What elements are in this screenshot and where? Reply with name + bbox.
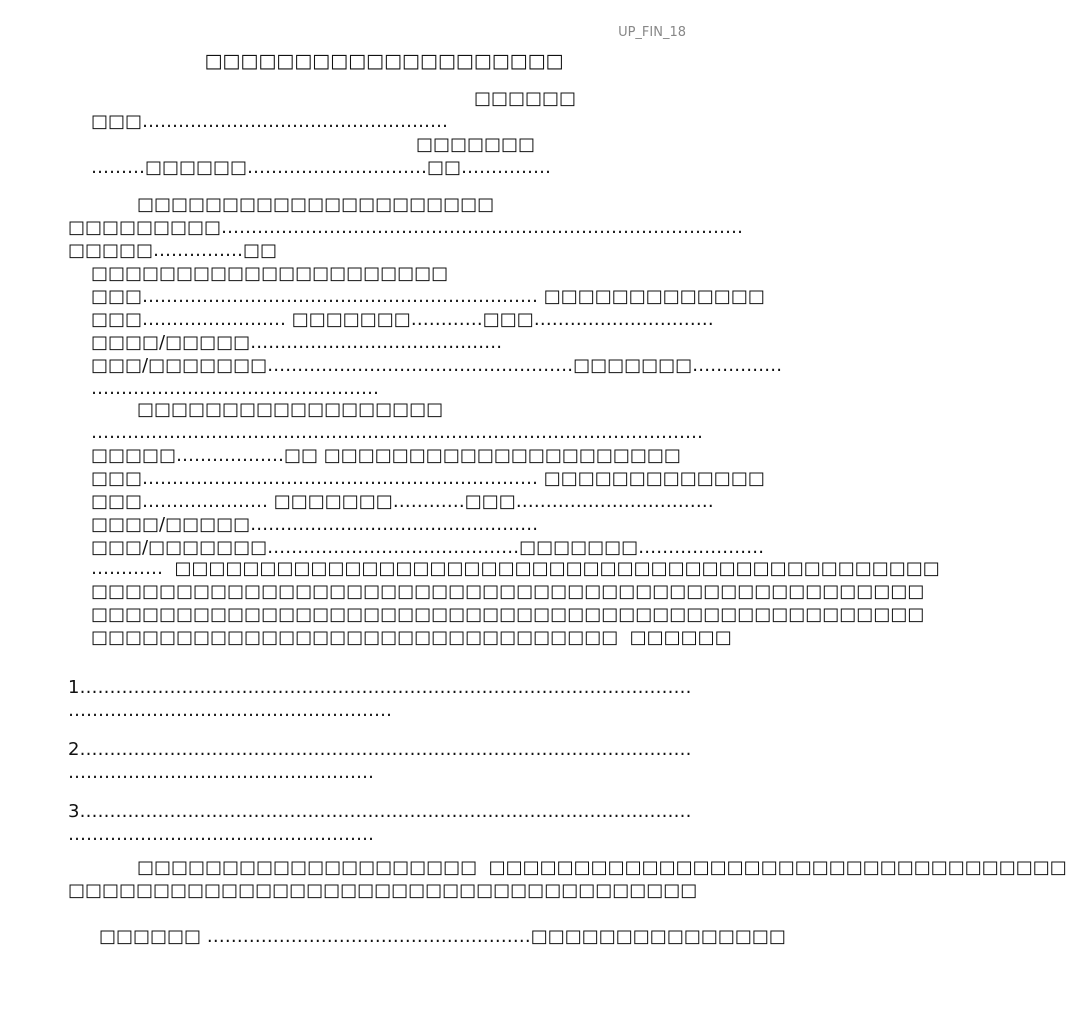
header-line: □□□□□□□ xyxy=(416,134,536,155)
header-line: □□□□□□ xyxy=(474,88,577,109)
fill-line: □□□………………………………………………………… □□□□□□□□□□□□□ xyxy=(91,286,765,307)
paragraph-line: □□□□□□□□□□□□□□□□□□□□□ xyxy=(137,194,495,215)
recipient-line: □□□…………………………………………… xyxy=(91,111,449,132)
fill-line: ………………………………………………………………………………………… xyxy=(91,422,703,443)
fill-line: □□□…………………… □□□□□□□…………□□□………………………… xyxy=(91,309,714,330)
fill-line: □□□………………… □□□□□□□…………□□□…………………………… xyxy=(91,491,714,512)
closing-paragraph: □□□□□□□□□□□□□□□□□□□□ □□□□□□□□□□□□□□□□□□□□□□□□□□□□□□□□□□ xyxy=(137,857,1067,878)
signature-line: □□□□□□ ………………………………………………□□□□□□□□□□□□□□□ xyxy=(99,926,786,947)
numbered-item-1-cont: ……………………………………………… xyxy=(68,700,392,721)
fill-line: □□□/□□□□□□□……………………………………□□□□□□□………………… xyxy=(91,537,765,558)
paragraph-line: □□□□□□□□□□□□□□□□□□□□□ xyxy=(91,263,449,284)
fill-line: □□□/□□□□□□□……………………………………………□□□□□□□…………… xyxy=(91,355,783,376)
date-line: ………□□□□□□…………………………□□…………… xyxy=(91,157,552,178)
closing-paragraph: □□□□□□□□□□□□□□□□□□□□□□□□□□□□□□□□□□□□□ xyxy=(68,880,698,901)
paragraph-line: □□□□□□□□□□□□□□□□□□□□□□□□□□□□□□□□□□□□□□□□□□□□□□□□□ xyxy=(91,604,925,625)
paragraph-line: ………… □□□□□□□□□□□□□□□□□□□□□□□□□□□□□□□□□□□□□□□□□□□□□ xyxy=(91,558,940,579)
fill-line: □□□□□□□□□…………………………………………………………………………… xyxy=(68,217,744,238)
fill-line: □□□………………………………………………………… □□□□□□□□□□□□□ xyxy=(91,468,765,489)
numbered-item-2: 2………………………………………………………………………………………… xyxy=(68,739,692,760)
fill-line: □□□□/□□□□□………………………………………… xyxy=(91,514,539,535)
paragraph-line: □□□□□□□□□□□□□□□□□□□□□□□□□□□□□□□ □□□□□□ xyxy=(91,627,732,648)
document-title: □□□□□□□□□□□□□□□□□□□□ xyxy=(204,50,564,72)
paragraph-line: □□□□□□□□□□□□□□□□□□ xyxy=(137,399,444,420)
paragraph-line: □□□□□□□□□□□□□□□□□□□□□□□□□□□□□□□□□□□□□□□□□□□□□□□□□ xyxy=(91,581,925,602)
fill-line: □□□□□……………□□ xyxy=(68,240,278,261)
numbered-item-1: 1………………………………………………………………………………………… xyxy=(68,677,692,698)
fill-line: ………………………………………… xyxy=(91,378,379,399)
numbered-item-3-cont: …………………………………………… xyxy=(68,824,374,845)
numbered-item-3: 3………………………………………………………………………………………… xyxy=(68,801,692,822)
form-code: UP_FIN_18 xyxy=(618,25,686,40)
fill-line: □□□□□………………□□ □□□□□□□□□□□□□□□□□□□□□ xyxy=(91,445,681,466)
fill-line: □□□□/□□□□□…………………………………… xyxy=(91,332,503,353)
numbered-item-2-cont: …………………………………………… xyxy=(68,762,374,783)
